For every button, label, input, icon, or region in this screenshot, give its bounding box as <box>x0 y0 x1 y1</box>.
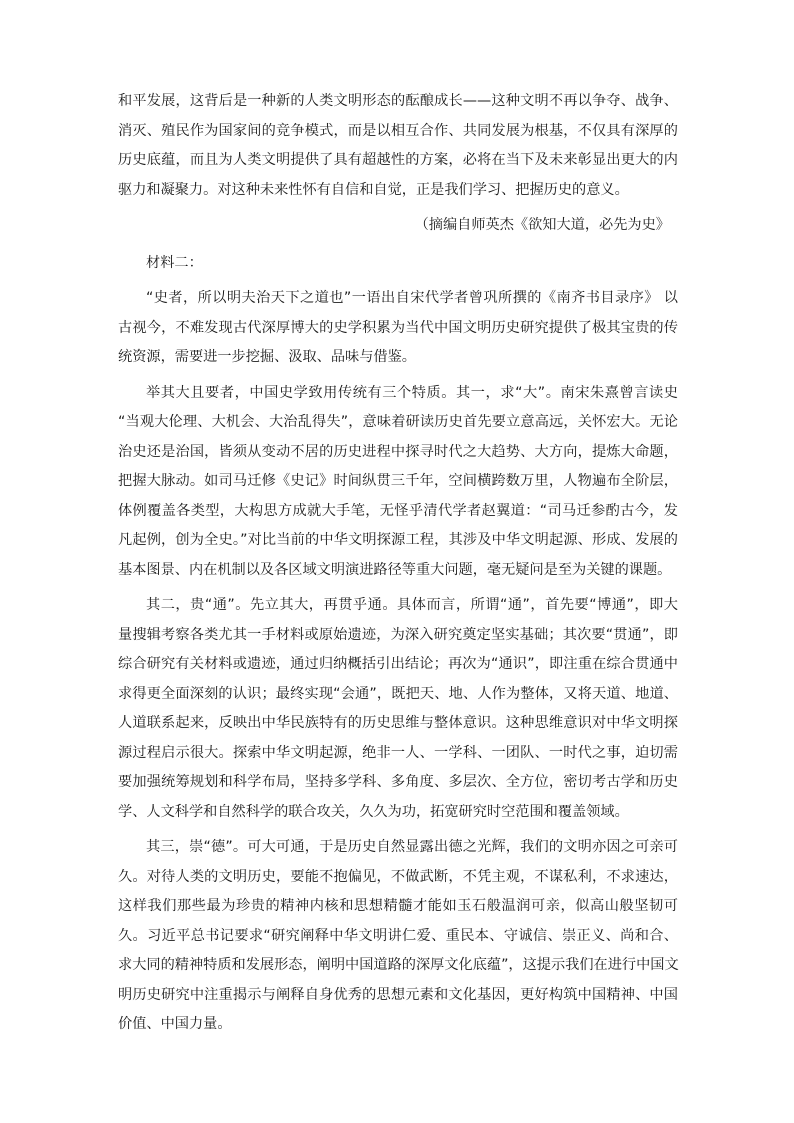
text-line: 凡起例，创为全史。”对比当前的中华文明探源工程，其涉及中华文明起源、形成、发展的 <box>118 532 678 548</box>
text-line: 久。对待人类的文明历史，要能不抱偏见，不做武断，不凭主观，不谋私利，不求速达， <box>118 868 678 885</box>
text-line: 量搜辑考察各类尤其一手材料或原始遗迹，为深入研究奠定坚实基础；其次要“贯通”，即 <box>118 626 678 643</box>
text-line: 求大同的精神特质和发展形态，阐明中国道路的深厚文化底蕴”，这提示我们在进行中国文 <box>118 957 679 973</box>
section-heading: 材料二： <box>146 254 203 271</box>
text-line: 明历史研究中注重揭示与阐释自身优秀的思想元素和文化基因，更好构筑中国精神、中国 <box>118 986 678 1003</box>
text-line: 价值、中国力量。 <box>118 1016 232 1032</box>
text-line: 求得更全面深刻的认识；最终实现“会通”，既把天、地、人作为整体，又将天道、地道、 <box>118 685 678 702</box>
text-line: 其三，崇“德”。可大可通，于是历史自然显露出德之光辉，我们的文明亦因之可亲可 <box>146 839 678 855</box>
paragraph-2 <box>118 284 678 373</box>
text-line: 治史还是治国，皆须从变动不居的历史进程中探寻时代之大趋势、大方向，提炼大命题， <box>118 443 678 460</box>
paragraph-1 <box>118 87 678 205</box>
text-line: 把握大脉动。如司马迁修《史记》时间纵贯三千年，空间横跨数万里，人物遍布全阶层， <box>118 473 678 489</box>
paragraph-4 <box>118 591 678 827</box>
paragraph-3 <box>118 379 678 586</box>
text-line: 其二，贵“通”。先立其大，再贯乎通。具体而言，所谓“通”，首先要“博通”，即大 <box>146 597 678 613</box>
text-line: 源过程启示很大。探索中华文明起源，绝非一人、一学科、一团队、一时代之事，迫切需 <box>118 744 678 761</box>
text-line: 这样我们那些最为珍贵的精神内核和思想精髓才能如玉石般温润可亲，似高山般坚韧可 <box>118 898 678 914</box>
text-line: 综合研究有关材料或遗迹，通过归纳概括引出结论；再次为“通识”，即注重在综合贯通中 <box>118 656 678 672</box>
document-page <box>118 87 678 1040</box>
text-line: 统资源，需要进一步挖掘、汲取、品味与借鉴。 <box>118 349 416 365</box>
text-line: 人道联系起来，反映出中华民族特有的历史思维与整体意识。这种思维意识对中华文明探 <box>118 715 678 731</box>
text-line: 驱力和凝聚力。对这种未来性怀有自信和自觉，正是我们学习、把握历史的意义。 <box>118 181 629 198</box>
text-line: 体例覆盖各类型，大构思方成就大手笔，无怪乎清代学者赵翼道：“司马迁参酌古今，发 <box>118 502 678 519</box>
text-line: 举其大且要者，中国史学致用传统有三个特质。其一，求“大”。南宋朱熹曾言读史 <box>146 384 678 401</box>
text-line: 消灭、殖民作为国家间的竞争模式，而是以相互合作、共同发展为根基，不仅具有深厚的 <box>118 122 678 139</box>
text-line: “史者，所以明夫治天下之道也”一语出自宋代学者曾巩所撰的《南齐书目录序》 以 <box>146 290 678 306</box>
paragraph-5 <box>118 833 678 1040</box>
source-citation: （摘编自师英杰《欲知大道，必先为史》 <box>414 217 670 233</box>
text-line: “当观大伦理、大机会、大治乱得失”，意味着研读历史首先要立意高远，关怀宏大。无论 <box>118 414 678 430</box>
text-line: 古视今，不难发现古代深厚博大的史学积累为当代中国文明历史研究提供了极其宝贵的传 <box>118 319 678 336</box>
text-line: 要加强统筹规划和科学布局，坚持多学科、多角度、多层次、全方位，密切考古学和历史 <box>118 774 678 790</box>
text-line: 和平发展，这背后是一种新的人类文明形态的酝酿成长——这种文明不再以争夺、战争、 <box>118 93 678 109</box>
text-line: 久。习近平总书记要求“研究阐释中华文明讲仁爱、重民本、守诚信、崇正义、尚和合、 <box>118 927 678 944</box>
text-line: 学、人文科学和自然科学的联合攻关，久久为功，拓宽研究时空范围和覆盖领域。 <box>118 803 629 820</box>
text-line: 基本图景、内在机制以及各区域文明演进路径等重大问题，毫无疑问是至为关键的课题。 <box>118 561 672 578</box>
text-line: 历史底蕴，而且为人类文明提供了具有超越性的方案，必将在当下及未来彰显出更大的内 <box>118 152 678 168</box>
